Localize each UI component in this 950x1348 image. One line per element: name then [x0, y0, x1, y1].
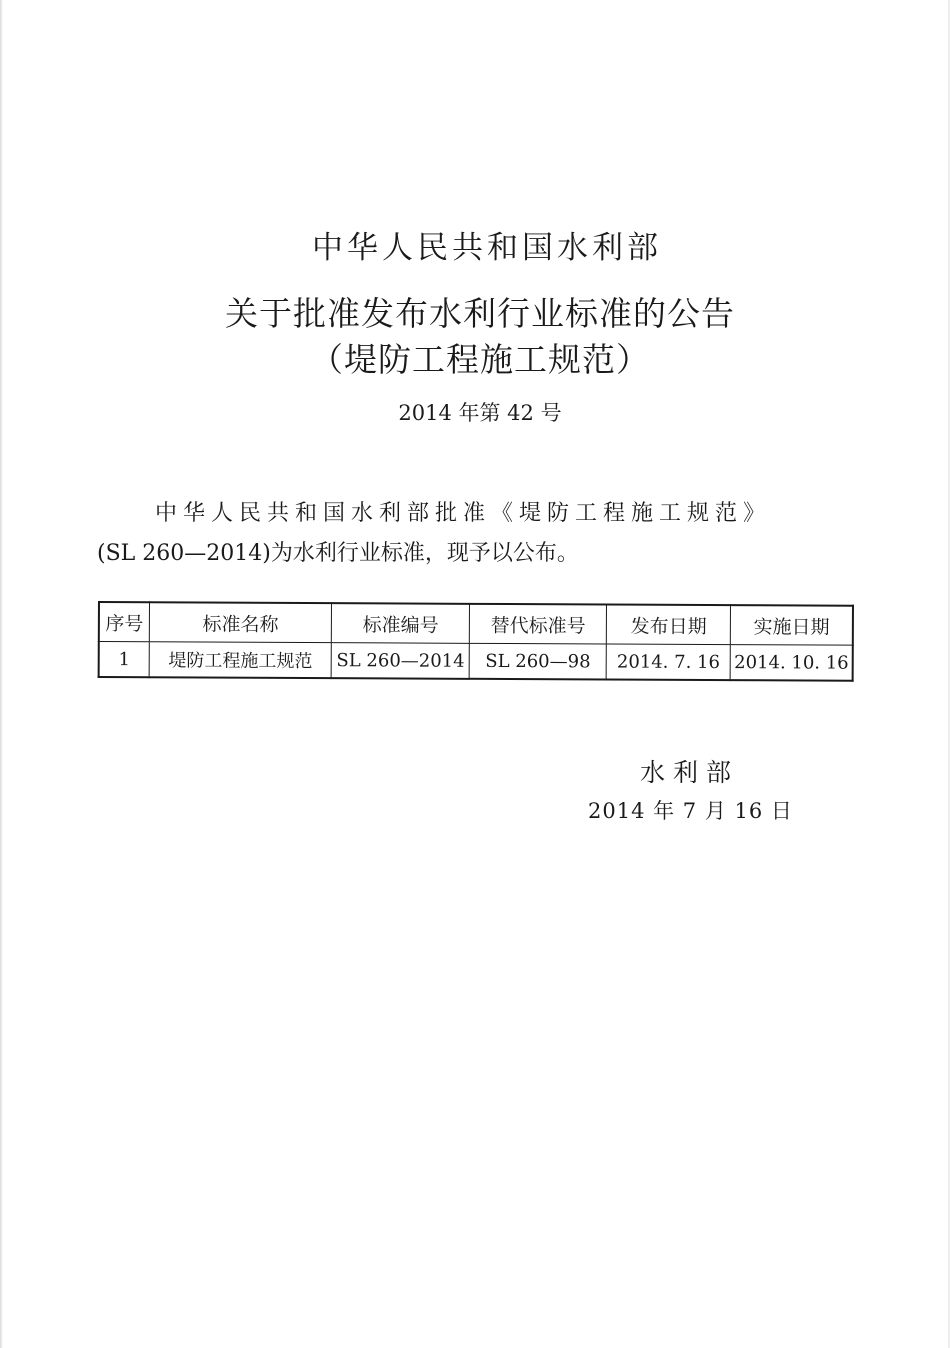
cell-code: SL 260—2014 — [331, 643, 469, 679]
body-line-2: (SL 260—2014)为水利行业标准，现予以公布。 — [97, 541, 579, 566]
header-replaced: 替代标准号 — [470, 604, 607, 644]
issuer-heading: 中华人民共和国水利部 — [312, 230, 662, 266]
announcement-title: 关于批准发布水利行业标准的公告 — [225, 294, 735, 333]
announcement-subtitle: （堤防工程施工规范） — [310, 340, 650, 379]
header-name: 标准名称 — [149, 602, 331, 642]
header-seq: 序号 — [99, 602, 150, 642]
announcement-number: 2014 年第 42 号 — [398, 401, 562, 425]
signature-date: 2014 年 7 月 16 日 — [588, 799, 793, 823]
cell-issue-date: 2014. 7. 16 — [606, 644, 731, 680]
signature-org: 水利部 — [640, 758, 740, 787]
header-issue-date: 发布日期 — [606, 604, 731, 644]
scan-left-edge — [0, 0, 3, 1348]
table-row — [99, 642, 853, 681]
announcement-body — [97, 494, 861, 574]
header-code: 标准编号 — [331, 603, 469, 643]
cell-impl-date: 2014. 10. 16 — [731, 645, 853, 681]
table-header-row — [99, 602, 853, 645]
header-impl-date: 实施日期 — [731, 605, 853, 645]
standards-table — [98, 601, 854, 682]
cell-replaced: SL 260—98 — [470, 643, 607, 679]
cell-name: 堤防工程施工规范 — [149, 642, 331, 678]
cell-seq: 1 — [99, 642, 150, 678]
body-line-1: 中华人民共和国水利部批准《堤防工程施工规范》 — [155, 501, 772, 526]
